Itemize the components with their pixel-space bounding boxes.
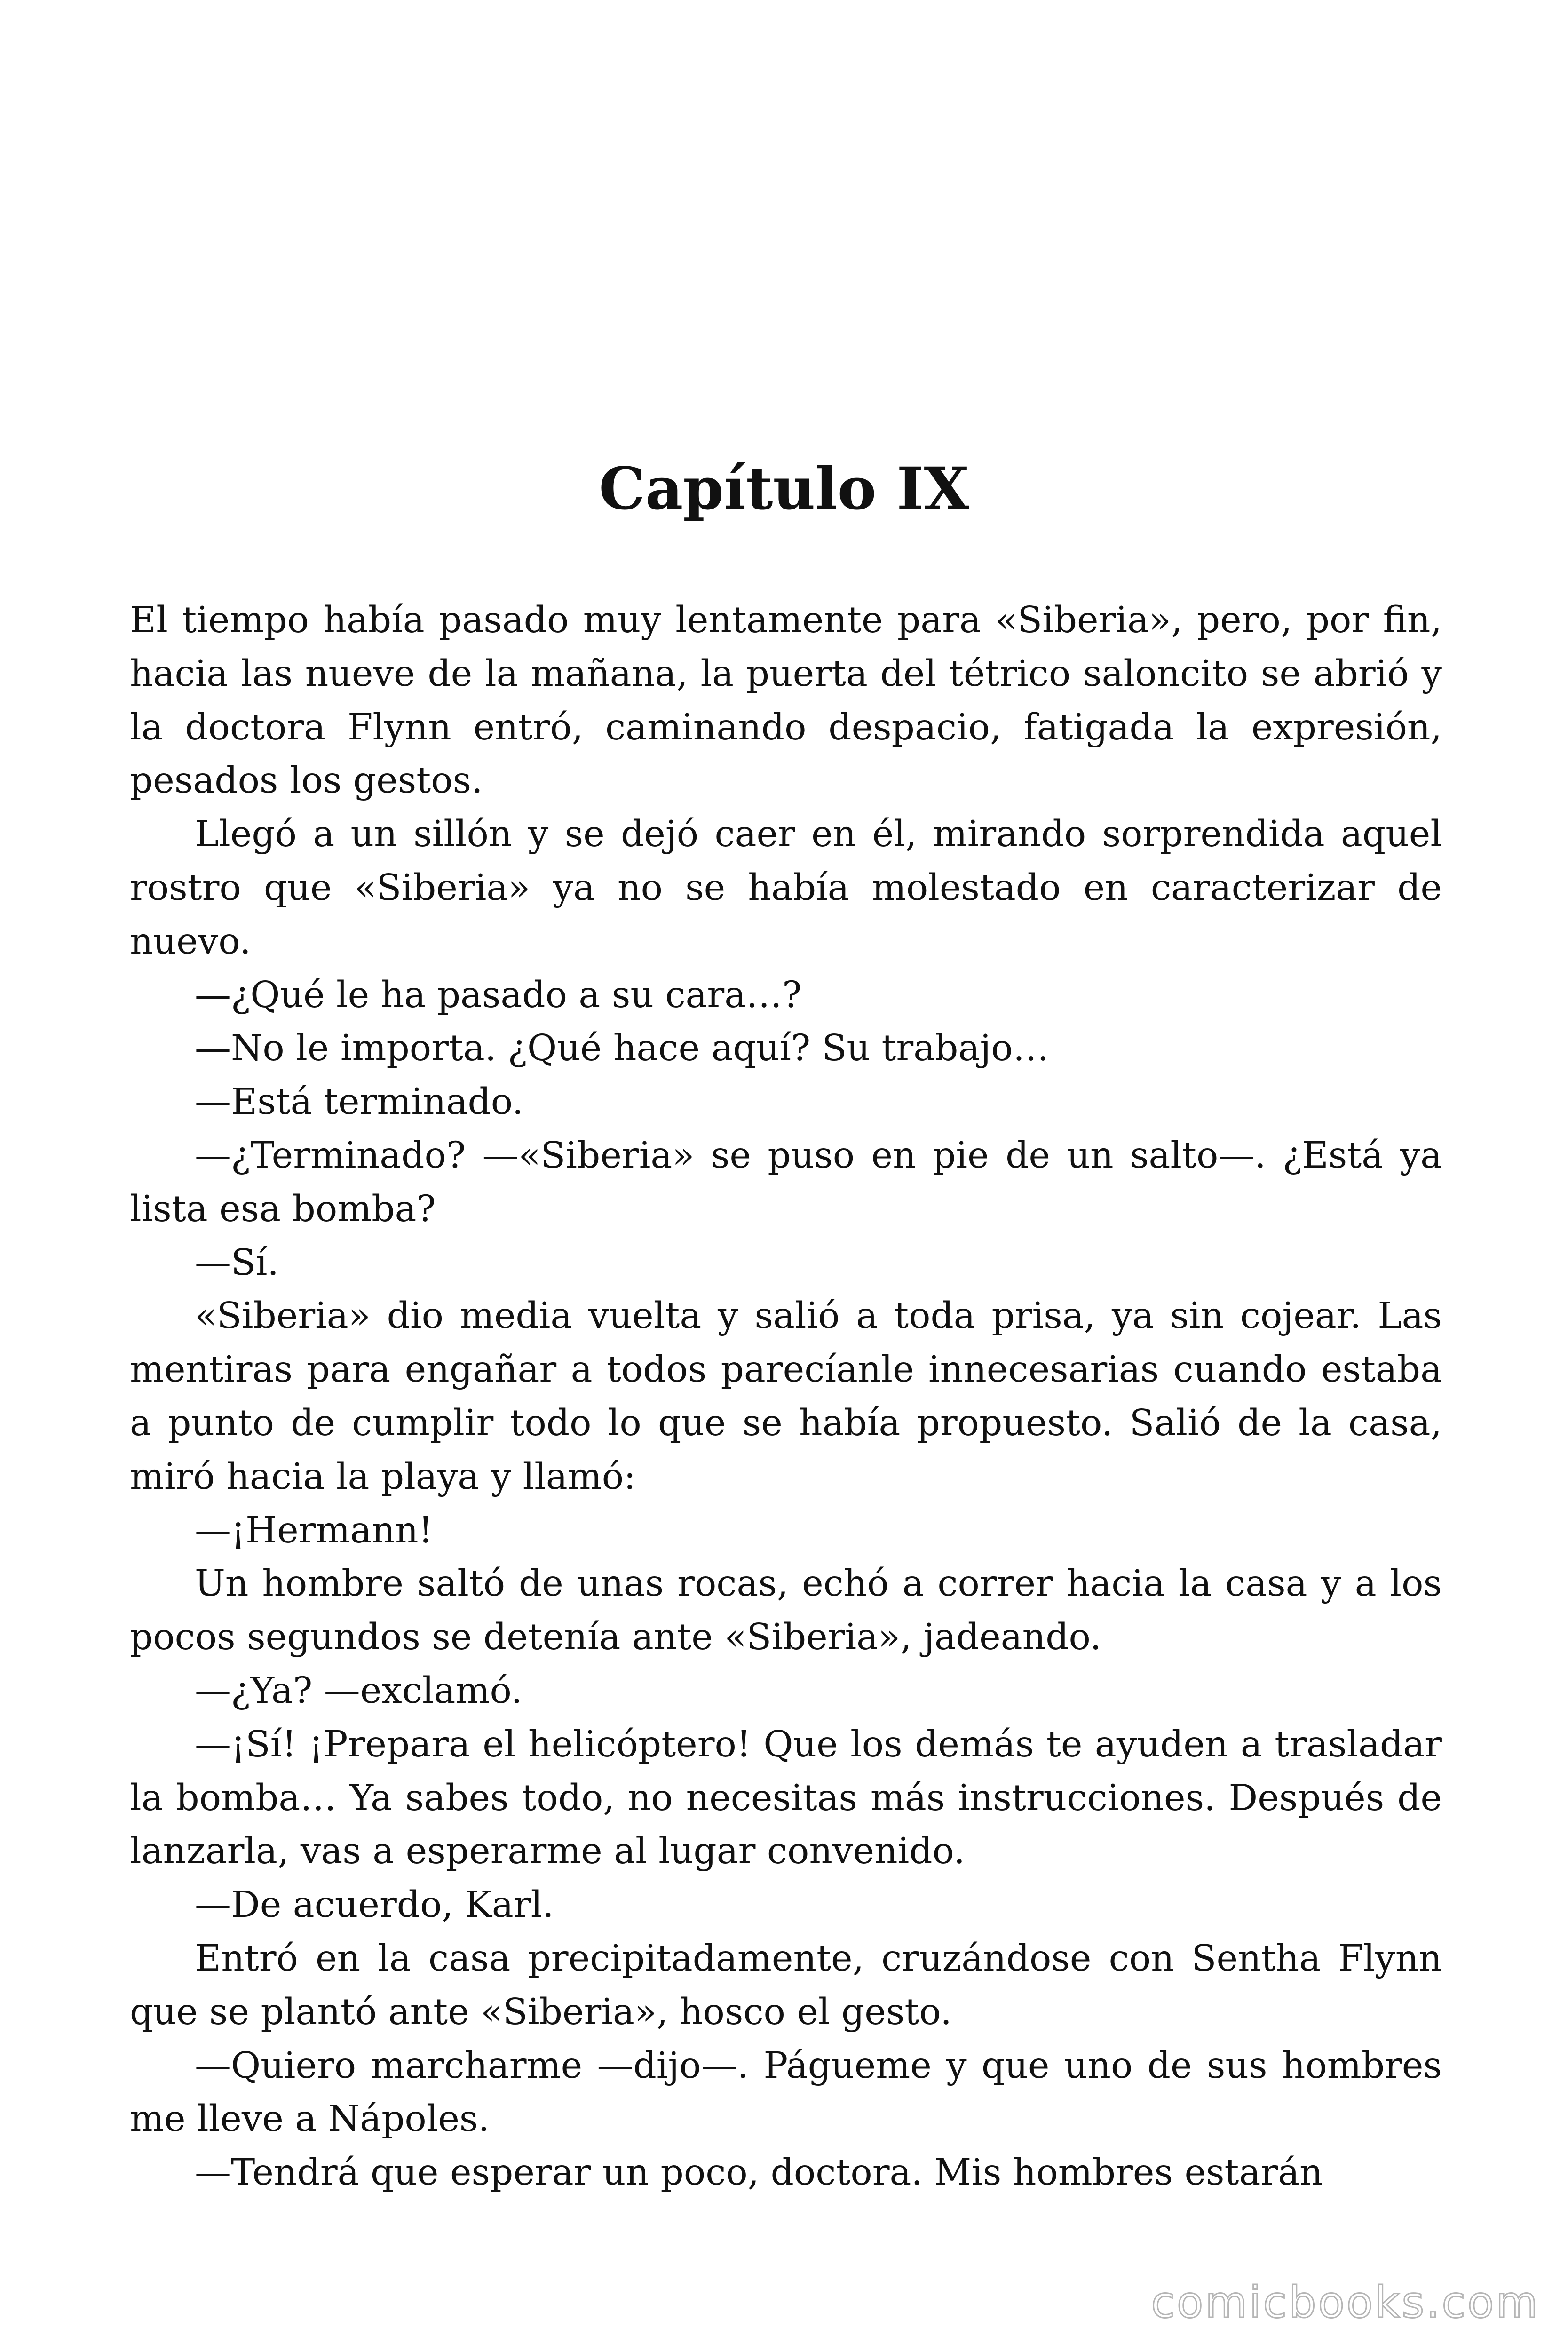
paragraph-11: —¿Ya? —exclamó. (195, 1669, 523, 1712)
paragraph-6: —¿Terminado? —«Siberia» se puso en pie de un salto—. ¿Está ya lista esa bomba? (130, 1134, 1442, 1230)
paragraph-7: —Sí. (195, 1241, 279, 1284)
paragraph-9: —¡Hermann! (195, 1509, 433, 1551)
paragraph-2: Llegó a un sillón y se dejó caer en él, mirando sorprendida aquel rostro que «Siberia» ya no se había molestado en caracterizar de nuevo. (130, 813, 1442, 962)
paragraph-10: Un hombre saltó de unas rocas, echó a correr hacia la casa y a los pocos segundos se detenía ante «Siberia», jadeando. (130, 1563, 1442, 1659)
chapter-body (130, 594, 1442, 2200)
paragraph-12: —¡Sí! ¡Prepara el helicóptero! Que los demás te ayuden a trasladar la bomba… Ya sabes todo, no necesitas más instrucciones. Después de lanzarla, vas a esperarme al lugar convenido. (130, 1723, 1442, 1873)
paragraph-4: —No le importa. ¿Qué hace aquí? Su trabajo… (195, 1027, 1049, 1070)
paragraph-5: —Está terminado. (195, 1081, 524, 1123)
paragraph-15: —Quiero marcharme —dijo—. Págueme y que uno de sus hombres me lleve a Nápoles. (130, 2044, 1442, 2140)
paragraph-14: Entró en la casa precipitadamente, cruzándose con Sentha Flynn que se plantó ante «Siberia», hosco el gesto. (130, 1937, 1442, 2033)
paragraph-13: —De acuerdo, Karl. (195, 1884, 554, 1926)
watermark: comicbooks.com (1151, 2277, 1540, 2328)
chapter-title: Capítulo IX (599, 455, 969, 523)
paragraph-16: —Tendrá que esperar un poco, doctora. Mis hombres estarán (195, 2152, 1323, 2194)
paragraph-3: —¿Qué le ha pasado a su cara…? (195, 974, 802, 1016)
paragraph-1: El tiempo había pasado muy lentamente para «Siberia», pero, por fin, hacia las nueve de la mañana, la puerta del tétrico saloncito se abrió y la doctora Flynn entró, caminando despacio, fatigada la expresión, pesados los gestos. (130, 599, 1442, 802)
paragraph-8: «Siberia» dio media vuelta y salió a toda prisa, ya sin cojear. Las mentiras para engañar a todos parecíanle innecesarias cuando estaba a punto de cumplir todo lo que se había propuesto. Salió de la casa, miró hacia la playa y llamó: (130, 1295, 1442, 1498)
